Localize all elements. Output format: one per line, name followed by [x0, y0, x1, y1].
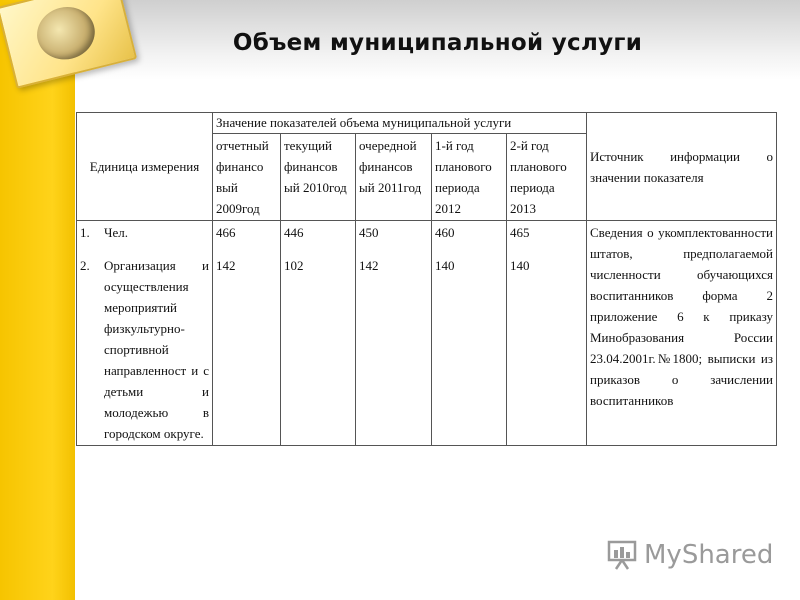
left-yellow-bar — [0, 0, 75, 600]
year-header-2009: отчетный финансо вый 2009год — [213, 134, 281, 221]
value: 460 — [435, 225, 455, 240]
values-group-header: Значение показателей объема муниципальной услуги — [213, 113, 587, 134]
year-header-2013: 2-й год планового периода 2013 — [507, 134, 587, 221]
value-cell-2009 — [213, 221, 281, 446]
value: 140 — [435, 258, 455, 273]
value-cell-2013 — [507, 221, 587, 446]
item-unit: Организация и осуществления мероприятий физкультурно-спортивной направленност и с детьми и молодежью в городском округе. — [104, 258, 209, 441]
value: 465 — [510, 225, 530, 240]
value: 450 — [359, 225, 379, 240]
header-row-group — [77, 113, 777, 134]
value-cell-2010 — [281, 221, 356, 446]
list-item — [80, 222, 209, 243]
unit-cell — [77, 221, 213, 446]
value: 446 — [284, 225, 304, 240]
value: 142 — [216, 258, 236, 273]
item-number: 1. — [80, 225, 90, 240]
slide-title: Объем муниципальной услуги — [232, 30, 643, 56]
year-header-2010: текущий финансов ый 2010год — [281, 134, 356, 221]
value: 140 — [510, 258, 530, 273]
year-header-2012: 1-й год планового периода 2012 — [432, 134, 507, 221]
source-header: Источник информации о значении показателя — [587, 113, 777, 221]
value: 142 — [359, 258, 379, 273]
item-unit: Чел. — [104, 225, 128, 240]
value-cell-2011 — [356, 221, 432, 446]
value-cell-2012 — [432, 221, 507, 446]
service-volume-table — [76, 112, 777, 446]
table-row — [77, 221, 777, 446]
value: 102 — [284, 258, 304, 273]
value: 466 — [216, 225, 236, 240]
item-number: 2. — [80, 258, 90, 273]
list-item — [80, 255, 209, 444]
source-cell: Сведения о укомплектованности штатов, предполагаемой численности обучающихся воспитанников форма 2 приложение 6 к приказу Минобразования России 23.04.2001г.№1800; выписки из приказов о зачислении воспитанников — [587, 221, 777, 446]
year-header-2011: очередной финансов ый 2011год — [356, 134, 432, 221]
watermark — [606, 540, 773, 570]
watermark-text: MyShared — [644, 540, 774, 570]
unit-header: Единица измерения — [77, 113, 213, 221]
presentation-board-icon — [606, 540, 638, 570]
